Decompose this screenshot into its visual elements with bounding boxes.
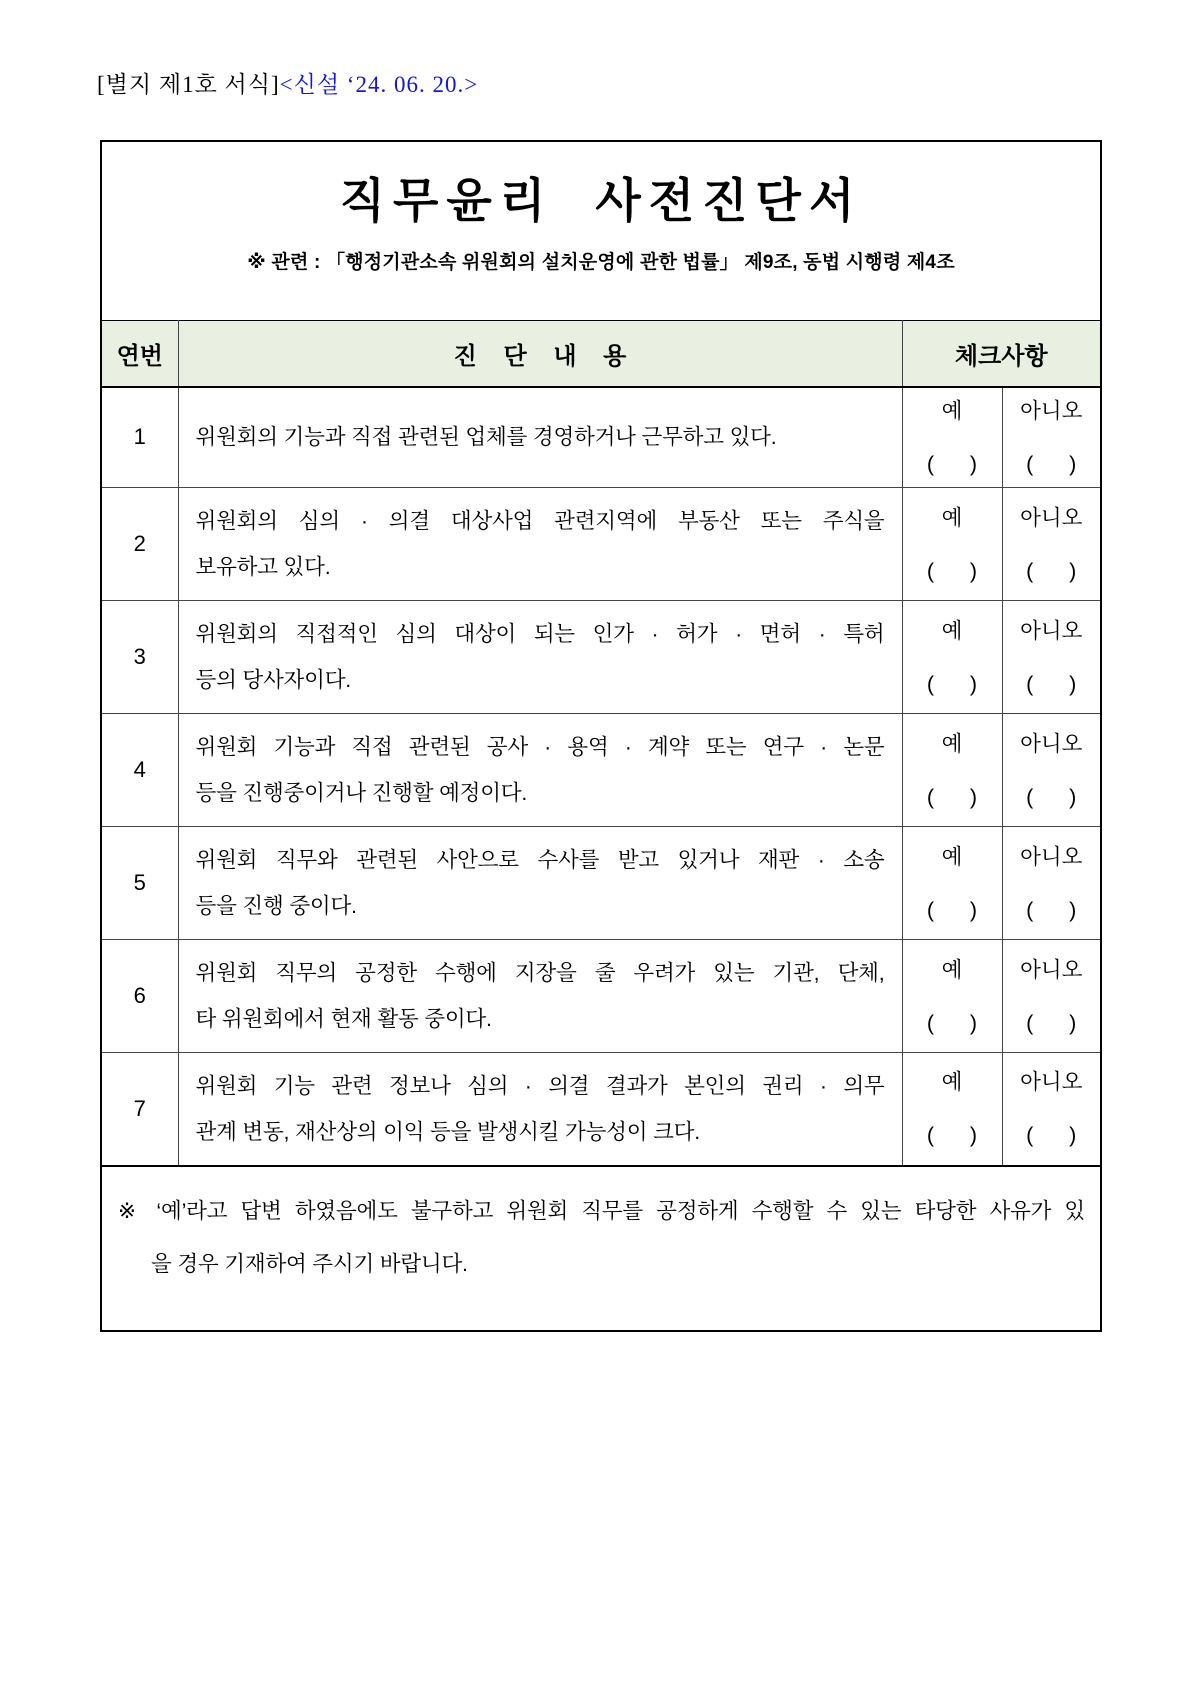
no-check-cell	[1002, 827, 1100, 940]
header-content: 진 단 내 용	[178, 321, 902, 387]
yes-checkbox: ( )	[926, 451, 978, 476]
yes-label: 예	[941, 731, 963, 756]
yes-check-cell	[902, 1053, 1002, 1166]
no-check-cell	[1002, 488, 1100, 601]
related-law-reference: ※ 관련 : 「행정기관소속 위원회의 설치운영에 관한 법률」 제9조, 동법 시행령 제4조	[247, 252, 955, 273]
no-checkbox: ( )	[1026, 451, 1077, 476]
footnote-line: 을 경우 기재하여 주시기 바랍니다.	[151, 1252, 468, 1276]
question-cell	[178, 827, 902, 940]
form-title: 직무윤리 사전진단서	[339, 174, 863, 227]
table-header-row	[102, 321, 1100, 387]
question-cell	[178, 488, 902, 601]
no-checkbox: ( )	[1026, 1010, 1077, 1035]
question-cell	[178, 714, 902, 827]
yes-check-cell	[902, 827, 1002, 940]
row-number: 2	[102, 488, 178, 601]
question-text-line: 위원회의 심의 · 의결 대상사업 관련지역에 부동산 또는 주식을	[195, 509, 885, 533]
row-number: 7	[102, 1053, 178, 1166]
yes-check-cell	[902, 940, 1002, 1053]
no-check-cell	[1002, 387, 1100, 488]
question-cell	[178, 601, 902, 714]
header-no: 연번	[102, 321, 178, 387]
question-text-line: 위원회의 기능과 직접 관련된 업체를 경영하거나 근무하고 있다.	[195, 425, 777, 450]
row-number: 1	[102, 387, 178, 488]
no-label: 아니오	[1020, 731, 1083, 756]
yes-checkbox: ( )	[926, 897, 978, 922]
no-label: 아니오	[1020, 398, 1083, 423]
no-label: 아니오	[1020, 957, 1083, 982]
form-box	[100, 140, 1102, 1332]
table-row	[102, 1053, 1100, 1166]
question-cell	[178, 940, 902, 1053]
row-number: 6	[102, 940, 178, 1053]
yes-check-cell	[902, 714, 1002, 827]
no-label: 아니오	[1020, 505, 1083, 530]
yes-checkbox: ( )	[926, 1123, 978, 1148]
yes-label: 예	[941, 398, 963, 423]
question-cell	[178, 387, 902, 488]
revision-note: <신설 ‘24. 06. 20.>	[279, 72, 479, 97]
no-checkbox: ( )	[1026, 671, 1077, 696]
form-designation	[97, 66, 478, 99]
yes-check-cell	[902, 387, 1002, 488]
yes-checkbox: ( )	[926, 1010, 978, 1035]
no-check-cell	[1002, 1053, 1100, 1166]
no-checkbox: ( )	[1026, 558, 1077, 583]
question-text-line: 위원회의 직접적인 심의 대상이 되는 인가 · 허가 · 면허 · 특허	[195, 622, 885, 646]
yes-check-cell	[902, 488, 1002, 601]
yes-label: 예	[941, 957, 963, 982]
table-row	[102, 387, 1100, 488]
question-text-line: 관계 변동, 재산상의 이익 등을 발생시킬 가능성이 크다.	[195, 1119, 700, 1144]
yes-checkbox: ( )	[926, 784, 978, 809]
footnote-line: ※ ‘예’라고 답변 하였음에도 불구하고 위원회 직무를 공정하게 수행할 수 있는 타당한 사유가 있	[118, 1199, 1085, 1223]
no-check-cell	[1002, 714, 1100, 827]
header-check: 체크사항	[902, 321, 1100, 387]
table-row	[102, 714, 1100, 827]
yes-check-cell	[902, 601, 1002, 714]
question-text-line: 위원회 직무와 관련된 사안으로 수사를 받고 있거나 재판 · 소송	[195, 848, 885, 872]
yes-checkbox: ( )	[926, 671, 978, 696]
yes-label: 예	[941, 618, 963, 643]
question-text-line: 위원회 직무의 공정한 수행에 지장을 줄 우려가 있는 기관, 단체,	[195, 961, 885, 985]
no-label: 아니오	[1020, 1070, 1083, 1095]
yes-label: 예	[941, 844, 963, 869]
yes-checkbox: ( )	[926, 558, 978, 583]
question-text-line: 보유하고 있다.	[195, 555, 331, 579]
no-checkbox: ( )	[1026, 1123, 1077, 1148]
question-text-line: 등의 당사자이다.	[195, 668, 352, 692]
table-row	[102, 940, 1100, 1053]
no-check-cell	[1002, 940, 1100, 1053]
no-label: 아니오	[1020, 844, 1083, 869]
no-checkbox: ( )	[1026, 897, 1077, 922]
form-designation-text: [별지 제1호 서식]	[97, 72, 280, 97]
row-number: 5	[102, 827, 178, 940]
yes-label: 예	[941, 1070, 963, 1095]
table-row	[102, 488, 1100, 601]
no-checkbox: ( )	[1026, 784, 1077, 809]
footnote	[102, 1165, 1100, 1291]
question-text-line: 등을 진행 중이다.	[195, 894, 357, 918]
diagnosis-table	[102, 320, 1100, 1167]
table-row	[102, 601, 1100, 714]
question-text-line: 위원회 기능과 직접 관련된 공사 · 용역 · 계약 또는 연구 · 논문	[195, 735, 885, 759]
question-text-line: 위원회 기능 관련 정보나 심의 · 의결 결과가 본인의 권리 · 의무	[195, 1073, 885, 1098]
question-text-line: 등을 진행중이거나 진행할 예정이다.	[195, 781, 528, 805]
no-check-cell	[1002, 601, 1100, 714]
yes-label: 예	[941, 505, 963, 530]
row-number: 4	[102, 714, 178, 827]
table-row	[102, 827, 1100, 940]
question-text-line: 타 위원회에서 현재 활동 중이다.	[195, 1007, 492, 1031]
question-cell	[178, 1053, 902, 1166]
row-number: 3	[102, 601, 178, 714]
no-label: 아니오	[1020, 618, 1083, 643]
